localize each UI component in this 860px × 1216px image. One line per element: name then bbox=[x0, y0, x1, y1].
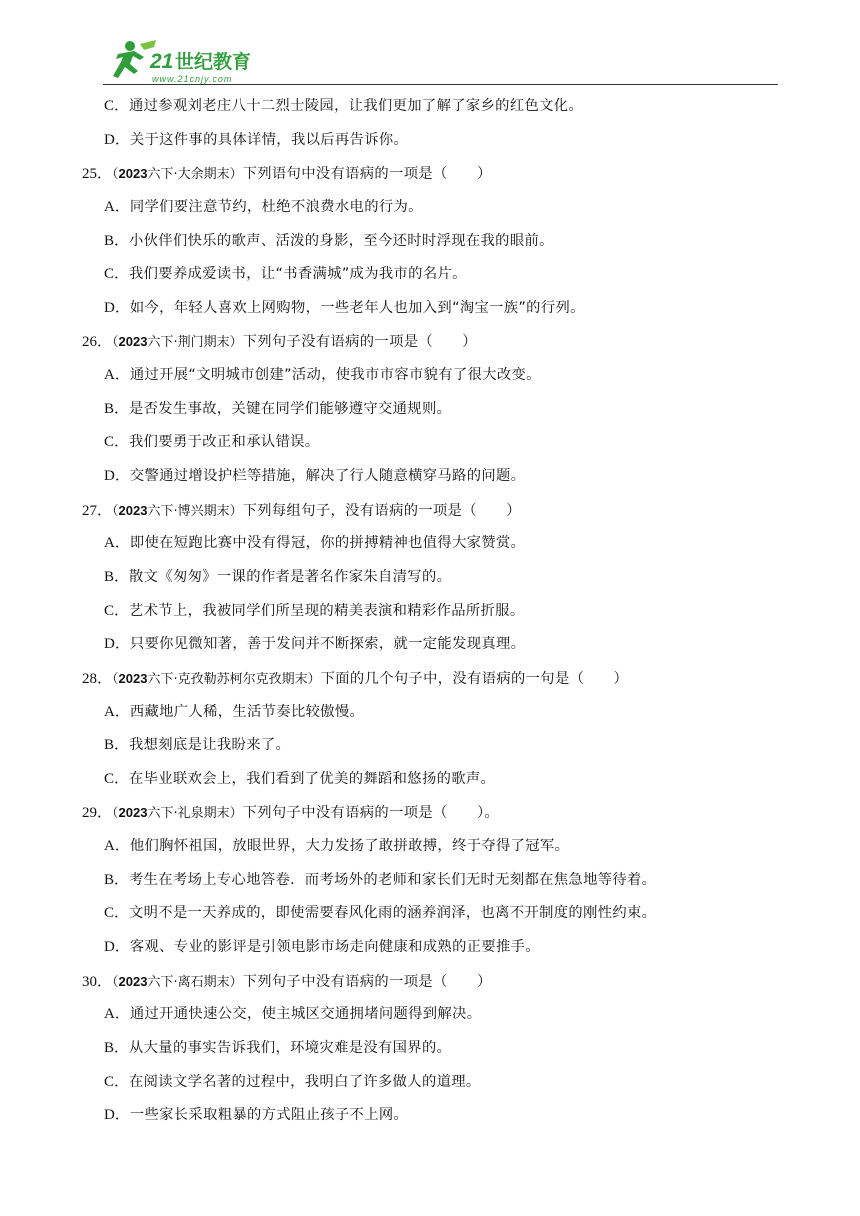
question-stem bbox=[82, 662, 782, 696]
option-letter: D． bbox=[104, 468, 130, 485]
question-text: 下列句子中没有语病的一项是（ ） bbox=[242, 973, 492, 990]
source-close: ） bbox=[307, 671, 321, 687]
answer-option bbox=[82, 864, 782, 898]
option-text: 同学们要注意节约，杜绝不浪费水电的行为。 bbox=[129, 198, 423, 215]
answer-option bbox=[82, 426, 782, 460]
option-letter: A． bbox=[104, 367, 130, 384]
source-open: （ bbox=[112, 167, 119, 183]
source-name: 六下·离石期末 bbox=[147, 974, 230, 990]
option-text: 通过参观刘老庄八十二烈士陵园，让我们更加了解了家乡的红色文化。 bbox=[129, 98, 584, 114]
question-stem bbox=[82, 325, 782, 359]
svg-text:世纪教育: 世纪教育 bbox=[175, 51, 252, 73]
answer-option bbox=[82, 191, 782, 225]
option-letter: C． bbox=[104, 602, 130, 619]
option-letter: A． bbox=[104, 1006, 130, 1023]
option-text: 只要你见微知著，善于发问并不断探索，就一定能发现真理。 bbox=[129, 636, 526, 653]
option-letter: D． bbox=[104, 131, 130, 148]
option-letter: B． bbox=[104, 737, 130, 754]
option-text: 艺术节上，我被同学们所呈现的精美表演和精彩作品所折服。 bbox=[129, 602, 525, 619]
question-number: 28． bbox=[82, 670, 113, 687]
option-letter: D． bbox=[104, 299, 130, 316]
option-letter: A． bbox=[104, 838, 130, 855]
question-stem bbox=[82, 796, 782, 830]
source-year: 2023 bbox=[118, 670, 148, 686]
answer-option bbox=[82, 90, 782, 124]
option-text: 一些家长采取粗暴的方式阻止孩子不上网。 bbox=[129, 1107, 409, 1124]
question-source bbox=[112, 806, 243, 821]
answer-option bbox=[82, 628, 782, 662]
option-text: 我们要勇于改正和承认错误。 bbox=[129, 434, 320, 451]
option-letter: B． bbox=[104, 400, 130, 417]
question-text: 下面的几个句子中，没有语病的一句是（ ） bbox=[320, 670, 629, 687]
question-source bbox=[112, 167, 243, 182]
answer-option bbox=[82, 830, 782, 864]
source-name: 六下·克孜勒苏柯尔克孜期末 bbox=[147, 671, 308, 687]
question-text: 下列语句中没有语病的一项是（ ） bbox=[242, 166, 492, 183]
question-stem bbox=[82, 157, 782, 191]
header-divider bbox=[103, 84, 778, 85]
option-letter: C． bbox=[104, 98, 130, 114]
answer-option bbox=[82, 258, 782, 292]
source-name: 六下·大余期末 bbox=[147, 167, 230, 183]
logo bbox=[104, 38, 274, 86]
option-letter: B． bbox=[104, 232, 130, 249]
option-letter: D． bbox=[104, 1107, 130, 1124]
option-text: 通过开通快速公交，使主城区交通拥堵问题得到解决。 bbox=[129, 1006, 482, 1023]
source-open: （ bbox=[112, 335, 119, 351]
option-text: 小伙伴们快乐的歌声、活泼的身影，至今还时时浮现在我的眼前。 bbox=[129, 232, 554, 249]
svg-text:www.21cnjy.com: www.21cnjy.com bbox=[152, 74, 233, 84]
question-number: 29． bbox=[82, 805, 113, 822]
answer-option bbox=[82, 696, 782, 730]
option-text: 即使在短跑比赛中没有得冠，你的拼搏精神也值得大家赞赏。 bbox=[129, 535, 526, 552]
option-text: 考生在考场上专心地答卷．而考场外的老师和家长们无时无刻都在焦急地等待着。 bbox=[129, 871, 657, 888]
question-source bbox=[112, 975, 243, 990]
option-letter: B． bbox=[104, 871, 130, 888]
option-letter: D． bbox=[104, 636, 130, 653]
option-text: 通过开展“文明城市创建”活动，使我市市容市貌有了很大改变。 bbox=[129, 367, 541, 384]
answer-option bbox=[82, 897, 782, 931]
question-source bbox=[112, 335, 243, 350]
question-number: 30． bbox=[82, 973, 113, 990]
answer-option bbox=[82, 1066, 782, 1100]
logo-icon bbox=[104, 38, 274, 86]
option-letter: C． bbox=[104, 434, 130, 451]
option-letter: C． bbox=[104, 905, 130, 922]
source-close: ） bbox=[229, 974, 243, 990]
option-text: 客观、专业的影评是引领电影市场走向健康和成熟的正要推手。 bbox=[129, 939, 540, 956]
answer-option bbox=[82, 729, 782, 763]
option-text: 在阅读文学名著的过程中，我明白了许多做人的道理。 bbox=[129, 1073, 481, 1090]
answer-option bbox=[82, 359, 782, 393]
svg-text:21: 21 bbox=[150, 50, 174, 73]
page-header bbox=[0, 0, 860, 92]
answer-option bbox=[82, 998, 782, 1032]
source-year: 2023 bbox=[118, 166, 148, 182]
option-text: 关于这件事的具体详情，我以后再告诉你。 bbox=[129, 131, 409, 148]
question-source bbox=[112, 504, 243, 519]
source-close: ） bbox=[229, 167, 243, 183]
source-name: 六下·荆门期末 bbox=[147, 335, 230, 351]
answer-option bbox=[82, 393, 782, 427]
source-year: 2023 bbox=[118, 334, 148, 350]
question-stem bbox=[82, 494, 782, 528]
source-open: （ bbox=[112, 671, 119, 687]
option-letter: C． bbox=[104, 1073, 130, 1090]
option-text: 交警通过增设护栏等措施，解决了行人随意横穿马路的问题。 bbox=[129, 468, 526, 485]
option-text: 我想刻底是让我盼来了。 bbox=[129, 737, 291, 754]
option-letter: C． bbox=[104, 266, 130, 283]
option-letter: A． bbox=[104, 198, 130, 215]
option-letter: A． bbox=[104, 703, 130, 720]
source-close: ） bbox=[229, 335, 243, 351]
source-open: （ bbox=[112, 974, 119, 990]
question-stem bbox=[82, 965, 782, 999]
source-open: （ bbox=[112, 503, 119, 519]
question-number: 25． bbox=[82, 166, 113, 183]
answer-option bbox=[82, 1099, 782, 1133]
question-list bbox=[82, 90, 782, 1133]
option-text: 文明不是一天养成的，即使需要春风化雨的涵养润泽，也离不开制度的刚性约束。 bbox=[129, 905, 657, 922]
answer-option bbox=[82, 561, 782, 595]
answer-option bbox=[82, 292, 782, 326]
option-letter: C． bbox=[104, 770, 130, 787]
answer-option bbox=[82, 931, 782, 965]
answer-option bbox=[82, 527, 782, 561]
source-close: ） bbox=[229, 806, 243, 822]
option-text: 从大量的事实告诉我们，环境灾难是没有国界的。 bbox=[129, 1039, 452, 1056]
source-open: （ bbox=[112, 806, 119, 822]
question-number: 26． bbox=[82, 334, 113, 351]
source-year: 2023 bbox=[118, 805, 148, 821]
option-text: 西藏地广人稀，生活节奏比较傲慢。 bbox=[129, 703, 365, 720]
option-text: 在毕业联欢会上，我们看到了优美的舞蹈和悠扬的歌声。 bbox=[129, 770, 496, 787]
answer-option bbox=[82, 460, 782, 494]
source-year: 2023 bbox=[118, 502, 148, 518]
question-text: 下列每组句子，没有语病的一项是（ ） bbox=[242, 502, 521, 519]
source-year: 2023 bbox=[118, 973, 148, 989]
option-letter: B． bbox=[104, 568, 130, 585]
option-text: 散文《匆匆》一课的作者是著名作家朱自清写的。 bbox=[129, 568, 452, 585]
answer-option bbox=[82, 595, 782, 629]
answer-option bbox=[82, 763, 782, 797]
option-letter: B． bbox=[104, 1039, 130, 1056]
answer-option bbox=[82, 225, 782, 259]
source-name: 六下·博兴期末 bbox=[147, 503, 230, 519]
question-text: 下列句子中没有语病的一项是（ ）。 bbox=[242, 805, 500, 822]
question-source bbox=[112, 672, 321, 687]
answer-option bbox=[82, 124, 782, 158]
option-text: 他们胸怀祖国，放眼世界，大力发扬了敢拼敢搏，终于夺得了冠军。 bbox=[129, 838, 570, 855]
source-close: ） bbox=[229, 503, 243, 519]
source-name: 六下·礼泉期末 bbox=[147, 806, 230, 822]
answer-option bbox=[82, 1032, 782, 1066]
question-text: 下列句子没有语病的一项是（ ） bbox=[242, 334, 477, 351]
option-letter: D． bbox=[104, 939, 130, 956]
option-text: 我们要养成爱读书，让“书香满城”成为我市的名片。 bbox=[129, 266, 467, 283]
option-text: 如今，年轻人喜欢上网购物，一些老年人也加入到“淘宝一族”的行列。 bbox=[129, 299, 585, 316]
question-number: 27． bbox=[82, 502, 113, 519]
option-text: 是否发生事故，关键在同学们能够遵守交通规则。 bbox=[129, 400, 452, 417]
option-letter: A． bbox=[104, 535, 130, 552]
